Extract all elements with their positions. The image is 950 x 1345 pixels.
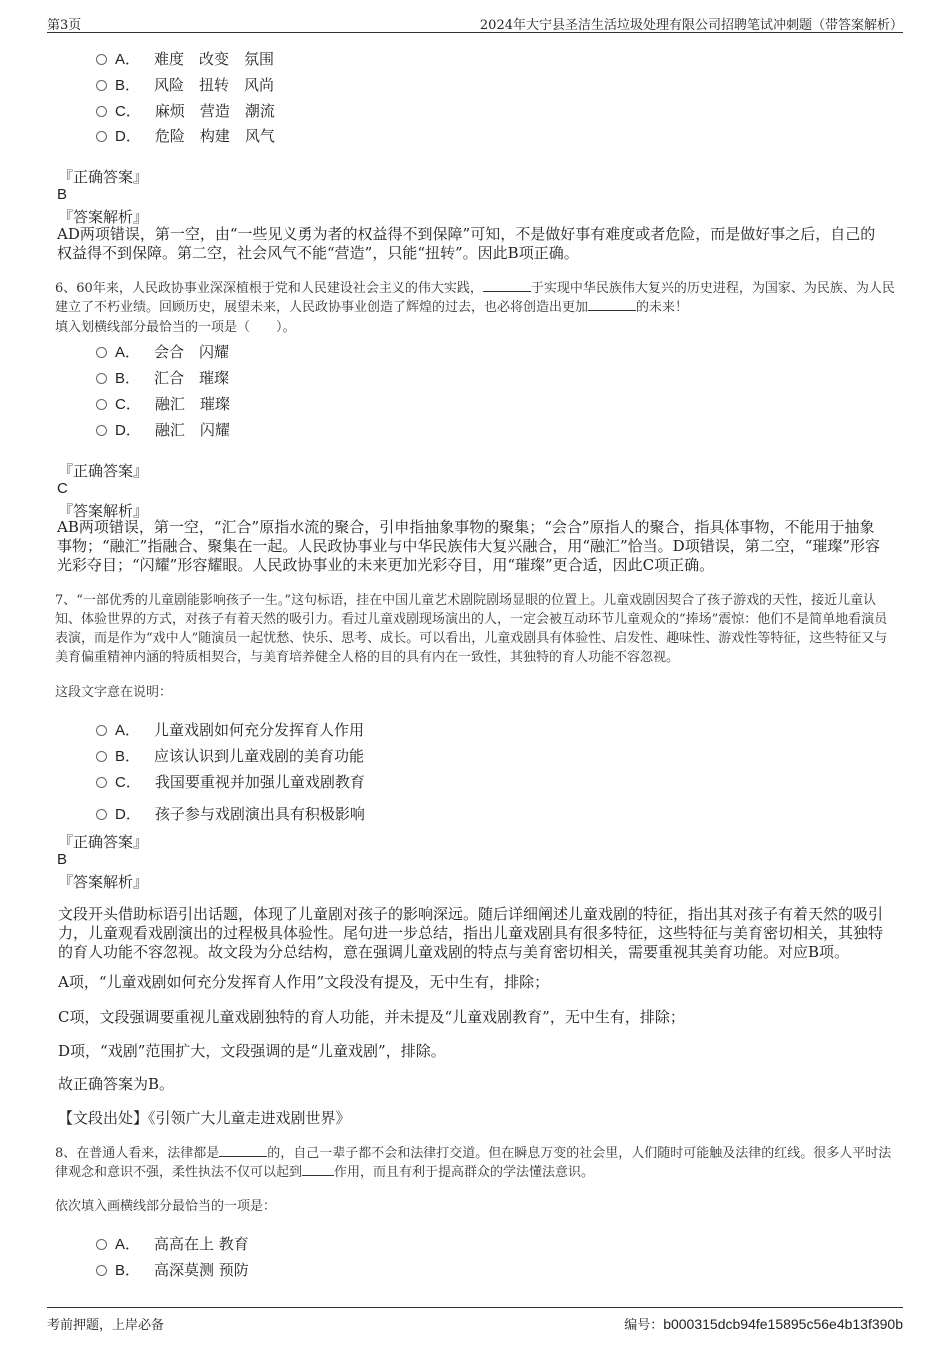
q6-analysis: AB两项错误，第一空，“汇合”原指水流的聚合，引申指抽象事物的聚集；“会合”原指人的聚合，指具体事物，不能用于抽象事物；“融汇”指融合、聚集在一起。人民政协事业与中华民族伟大复兴融合，用“融汇”恰当。D项错误，第二空，“璀璨”形容光彩夺目；“闪耀”形容耀眼。人民政协事业的未来更加光彩夺目，用“璀璨”更合适，因此C项正确。 xyxy=(57,518,881,574)
radio-icon[interactable] xyxy=(96,106,107,117)
document-id: 编号：b000315dcb94fe15895c56e4b13f390b xyxy=(624,1316,903,1333)
radio-icon[interactable] xyxy=(96,777,107,788)
q7-analysis-summary: 文段开头借助标语引出话题，体现了儿童剧对孩子的影响深远。随后详细阐述儿童戏剧的特征，指出其对孩子有着天然的吸引力，儿童观看戏剧演出的过程极具体验性。尾句进一步总结，指出儿童戏剧具有很多特征，这些特征与美育密切相关，其独特的育人功能不容忽视。故文段为分总结构，意在强调儿童戏剧的特点与美育密切相关，需要重视其美育功能。对应B项。 xyxy=(58,905,884,961)
radio-icon[interactable] xyxy=(96,399,107,410)
q5-option-a[interactable]: A． 难度 改变 氛围 xyxy=(96,48,274,69)
document-title: 2024年大宁县圣洁生活垃圾处理有限公司招聘笔试冲刺题（带答案解析） xyxy=(479,18,903,33)
radio-icon[interactable] xyxy=(96,725,107,736)
q7-conclusion: 故正确答案为B。 xyxy=(58,1075,175,1093)
q8-option-a[interactable]: A． 高高在上 教育 xyxy=(96,1233,249,1254)
blank-line xyxy=(219,1144,267,1157)
q5-analysis-label: 『答案解析』 xyxy=(58,208,149,226)
q6-answer: C xyxy=(57,480,68,497)
q5-option-d[interactable]: D． 危险 构建 风气 xyxy=(96,125,275,146)
q7-option-d[interactable]: D． 孩子参与戏剧演出具有积极影响 xyxy=(96,803,365,824)
q7-option-a[interactable]: A． 儿童戏剧如何充分发挥育人作用 xyxy=(96,719,364,740)
blank-line xyxy=(302,1163,334,1176)
page-number: 第3页 xyxy=(47,18,82,33)
radio-icon[interactable] xyxy=(96,751,107,762)
q8-stem: 8、在普通人看来，法律都是 的，自己一辈子都不会和法律打交道。但在瞬息万变的社会里，人们随时可能触及法律的红线。很多人平时法律观念和意识不强，柔性执法不仅可以起到 作用，而且有利于提高群众的学法懂法意识。 xyxy=(55,1146,892,1180)
q7-prompt: 这段文字意在说明： xyxy=(55,685,173,700)
footer-slogan: 考前押题，上岸必备 xyxy=(47,1318,165,1333)
radio-icon[interactable] xyxy=(96,809,107,820)
q6-option-b[interactable]: B． 汇合 璀璨 xyxy=(96,367,229,388)
q6-option-a[interactable]: A． 会合 闪耀 xyxy=(96,341,229,362)
q5-answer-label: 『正确答案』 xyxy=(58,168,149,186)
q7-analysis-option-d: D项，“戏剧”范围扩大，文段强调的是“儿童戏剧”，排除。 xyxy=(58,1042,446,1060)
radio-icon[interactable] xyxy=(96,80,107,91)
q8-prompt: 依次填入画横线部分最恰当的一项是： xyxy=(55,1199,277,1214)
q8-option-b[interactable]: B． 高深莫测 预防 xyxy=(96,1259,249,1280)
q6-analysis-label: 『答案解析』 xyxy=(58,502,149,520)
q7-source: 【文段出处】《引领广大儿童走进戏剧世界》 xyxy=(58,1109,351,1127)
radio-icon[interactable] xyxy=(96,1239,107,1250)
q7-answer: B xyxy=(57,851,68,868)
radio-icon[interactable] xyxy=(96,373,107,384)
q6-option-c[interactable]: C． 融汇 璀璨 xyxy=(96,393,230,414)
q6-prompt: 填入划横线部分最恰当的一项是（ ）。 xyxy=(55,320,296,335)
radio-icon[interactable] xyxy=(96,347,107,358)
q7-option-c[interactable]: C． 我国要重视并加强儿童戏剧教育 xyxy=(96,771,365,792)
q5-option-c[interactable]: C． 麻烦 营造 潮流 xyxy=(96,100,275,121)
q7-analysis-option-c: C项，文段强调要重视儿童戏剧独特的育人功能，并未提及“儿童戏剧教育”，无中生有，排除； xyxy=(58,1008,685,1026)
q7-stem: 7、“一部优秀的儿童剧能影响孩子一生。”这句标语，挂在中国儿童艺术剧院剧场显眼的位置上。儿童戏剧因契合了孩子游戏的天性，接近儿童认知、体验世界的方式，对孩子有着天然的吸引力。看过儿童戏剧现场演出的人，一定会被互动环节儿童观众的“捧场”震惊：他们不是简单地看演员表演，而是作为“戏中人”随演员一起忧愁、快乐、思考、成长。可以看出，儿童戏剧具有体验性、启发性、趣味性、游戏性等特征，这些特征又与美育偏重精神内涵的特质相契合，与美育培养健全人格的目的具有内在一致性，其独特的育人功能不容忽视。 xyxy=(55,593,888,665)
q7-analysis-label: 『答案解析』 xyxy=(58,873,149,891)
q7-answer-label: 『正确答案』 xyxy=(58,833,149,851)
q5-answer: B xyxy=(57,186,68,203)
radio-icon[interactable] xyxy=(96,54,107,65)
page-header xyxy=(47,12,903,33)
radio-icon[interactable] xyxy=(96,1265,107,1276)
q5-analysis: AD两项错误，第一空，由“一些见义勇为者的权益得不到保障”可知，不是做好事有难度或者危险，而是做好事之后，自己的权益得不到保障。第二空，社会风气不能“营造”，只能“扭转”。因此B项正确。 xyxy=(57,225,876,262)
blank-line xyxy=(483,279,531,292)
q6-stem: 6、60年来，人民政协事业深深植根于党和人民建设社会主义的伟大实践， 于实现中华民族伟大复兴的历史进程，为国家、为民族、为人民建立了不朽业绩。回顾历史，展望未来，人民政协事业创造了辉煌的过去，也必将创造出更加 的未来！ xyxy=(55,281,895,315)
q6-option-d[interactable]: D． 融汇 闪耀 xyxy=(96,419,230,440)
radio-icon[interactable] xyxy=(96,131,107,142)
q7-analysis-option-a: A项，“儿童戏剧如何充分发挥育人作用”文段没有提及，无中生有，排除； xyxy=(58,973,550,991)
q5-option-b[interactable]: B． 风险 扭转 风尚 xyxy=(96,74,274,95)
page-footer xyxy=(47,1307,903,1333)
q7-option-b[interactable]: B． 应该认识到儿童戏剧的美育功能 xyxy=(96,745,364,766)
radio-icon[interactable] xyxy=(96,425,107,436)
q6-answer-label: 『正确答案』 xyxy=(58,462,149,480)
blank-line xyxy=(588,298,636,311)
